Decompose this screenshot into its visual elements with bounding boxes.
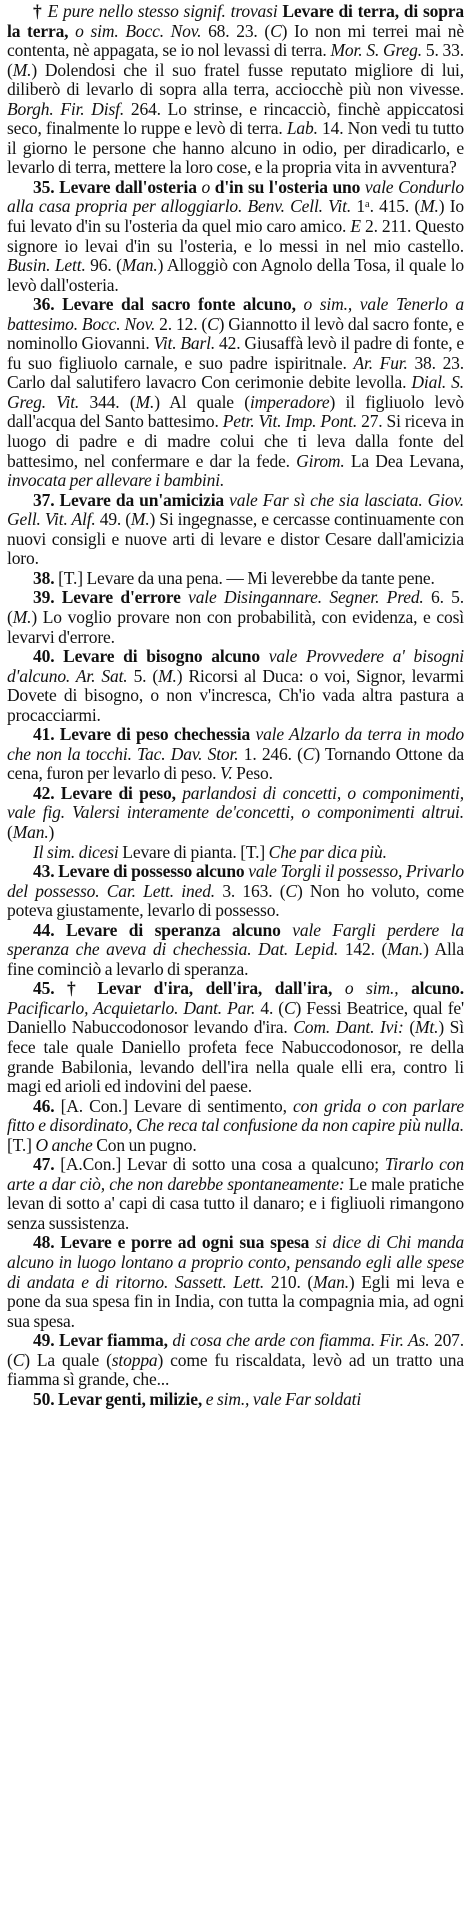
italic-text: o: [201, 176, 211, 197]
italic-text: C: [12, 1349, 25, 1370]
italic-text: vale Far sì che sia lasciata. Giov. Gell. Vit. Alf.: [7, 489, 464, 530]
body-text: [A. Con.] Levare di sentimento,: [60, 1095, 294, 1116]
entry-headword: 50. Levar genti, milizie,: [33, 1388, 206, 1409]
entry-paragraph: [7, 1390, 464, 1410]
italic-text: vale Alzarlo da terra in modo che non la tocchi. Tac. Dav. Stor.: [7, 724, 464, 764]
body-text: 2. 12. (: [155, 313, 208, 334]
italic-text: C: [270, 20, 282, 41]
body-text: ) La quale (: [24, 1349, 112, 1370]
italic-text: Vit. Barl.: [153, 333, 216, 354]
italic-text: M.: [158, 665, 177, 686]
italic-text: di cosa che arde con fiamma. Fir. As.: [172, 1330, 430, 1351]
italic-text: Pacificarlo, Acquietarlo. Dant. Par.: [7, 997, 256, 1018]
entry-headword: 46.: [33, 1095, 61, 1116]
entry-headword: 36. Levare dal sacro fonte alcuno,: [33, 294, 304, 315]
italic-text: vale Condurlo alla casa propria per alloggiarlo. Benv. Cell. Vit.: [7, 176, 464, 217]
italic-text: M.: [130, 509, 150, 530]
body-text: 264. Lo strinse, e rincacciò, finchè appiccatosi seco, finalmente lo ruppe e levò di terra.: [7, 98, 464, 139]
entry-headword: †: [33, 1, 48, 21]
body-text: Levare di pianta. [T.]: [118, 841, 269, 862]
italic-text: Petr. Vit. Imp. Pont.: [222, 411, 358, 432]
body-text: ) Non ho voluto, come poteva giustamente, levarlo di possesso.: [7, 880, 465, 921]
italic-text: Girom.: [296, 450, 345, 471]
italic-text: vale Torgli il possesso, Privarlo del possesso. Car. Lett. ined.: [7, 861, 465, 901]
body-text: [A.Con.] Levar di sotto una cosa a qualcuno;: [60, 1154, 385, 1175]
entry-paragraph: [7, 1331, 464, 1390]
italic-text: vale Fargli perdere la speranza che aveva di chechessia. Dat. Lepid.: [7, 919, 464, 960]
italic-text: E pure nello stesso signif. trovasi: [47, 1, 283, 21]
italic-text: M.: [420, 196, 439, 217]
italic-text: invocata per allevare i bambini.: [7, 470, 225, 491]
body-text: [T.] Levare da una pena. — Mi leverebbe da tante pene.: [58, 567, 435, 588]
italic-text: Busin. Lett.: [7, 255, 86, 276]
entry-headword: 37. Levare da un'amicizia: [33, 489, 230, 510]
italic-text: Borgh. Fir. Disf.: [7, 98, 125, 119]
italic-text: Mor. S. Greg.: [330, 40, 422, 61]
body-text: La Dea Levana,: [344, 450, 465, 471]
italic-text: C: [302, 743, 315, 764]
entry-headword: 43. Levare di possesso alcuno: [33, 861, 249, 882]
entry-paragraph: [7, 1233, 464, 1331]
body-text: ) Si ingegnasse, e cercasse continuamente con nuovi consigli e nuove arti di levare e distor Cesare dall'amicizia loro.: [7, 509, 464, 569]
entry-headword: 49. Levar fiamma,: [33, 1330, 173, 1351]
body-text: ) Dolendosi che il suo fratel fusse reputato migliore di lui, diliberò di levarlo di sopra alla terra, acciocchè più non vivesse.: [7, 59, 464, 100]
body-text: 1ᵃ. 415. (: [351, 196, 421, 217]
body-text: 27. Si riceva in luogo di padre e di madre colui che ti leva dalla fonte del battesimo, nel confermare e dar la fede.: [7, 411, 464, 471]
entry-paragraph: [7, 295, 464, 490]
entry-headword: 41. Levare di peso chechessia: [33, 724, 256, 745]
italic-text: imperadore: [249, 391, 330, 412]
italic-text: Che par dica più.: [268, 841, 387, 862]
body-text: ) Io fui levato d'in su l'osteria da quel mio caro amico.: [7, 196, 464, 237]
italic-text: Ar. Fur.: [353, 352, 408, 373]
entry-headword: 35. Levare dall'osteria: [33, 176, 202, 197]
entry-paragraph: [7, 784, 464, 843]
body-text: (: [7, 821, 13, 842]
entry-headword: 48. Levare e porre ad ogni sua spesa: [33, 1232, 316, 1253]
italic-text: M.: [135, 391, 155, 412]
entry-paragraph: [7, 569, 464, 589]
italic-text: Mt.: [415, 1017, 439, 1038]
body-text: ) Fessi Beatrice, qual fe' Daniello Nabuccodonosor levando d'ira.: [7, 997, 464, 1038]
body-text: 210. (: [264, 1271, 314, 1292]
italic-text: Lab.: [286, 118, 318, 139]
body-text: 207. (: [7, 1330, 464, 1370]
entry-paragraph: [7, 491, 464, 569]
body-text: ) Lo voglio provare non con probabilità, con evidenza, e così levarvi d'errore.: [7, 606, 464, 647]
italic-text: V.: [220, 763, 233, 784]
body-text: ) Giannotto il levò dal sacro fonte, e nominollo Giovanni.: [7, 313, 464, 354]
body-text: 6. 5. (: [7, 587, 464, 627]
italic-text: Man.: [12, 821, 49, 842]
entry-paragraph: [7, 1097, 464, 1156]
entry-headword: 39. Levare d'errore: [33, 587, 189, 608]
entry-paragraph: [7, 1155, 464, 1233]
body-text: ) Egli mi leva e pone da sua spesa fin in India, con tutta la compagnia mia, ad ogni sua spesa.: [7, 1271, 464, 1331]
italic-text: C: [207, 313, 219, 334]
body-text: 5. 33. (: [7, 40, 464, 80]
italic-text: si dice di Chi manda alcuno in luogo lontano a proprio conto, pensando egli alle spese di andata e di ritorno. Sassett. Lett.: [7, 1232, 464, 1292]
body-text: 96. (: [85, 255, 122, 276]
entry-paragraph: [7, 862, 464, 921]
entry-paragraph: [7, 843, 464, 863]
entry-headword: 38.: [33, 567, 59, 588]
entry-paragraph: [7, 979, 464, 1096]
italic-text: stoppa: [111, 1349, 158, 1370]
entry-headword: 42. Levare di peso,: [33, 782, 183, 803]
body-text: ) Tornando Ottone da cena, furon per levarlo di peso.: [7, 743, 464, 784]
italic-text: con grida o con parlare fitto e disordinato, Che reca tal confusione da non capire più nulla.: [7, 1095, 464, 1136]
italic-text: Man.: [121, 255, 158, 276]
entry-paragraph: [7, 647, 464, 725]
entry-paragraph: [7, 725, 464, 784]
italic-text: vale Provvedere a' bisogni d'alcuno. Ar. Sat.: [7, 646, 464, 686]
body-text: ) il figliuolo levò dall'acqua del Santo battesimo.: [7, 391, 464, 432]
body-text: Con un pugno.: [92, 1134, 197, 1155]
body-text: 1. 246. (: [238, 743, 303, 764]
body-text: 2. 211. Questo signore io levai d'in su l'osteria, e lo messi in nel mio castello.: [7, 216, 464, 256]
italic-text: e sim., vale Far soldati: [205, 1388, 362, 1409]
entry-headword: 40. Levare di bisogno alcuno: [33, 646, 269, 667]
italic-text: M.: [12, 606, 32, 627]
body-text: Le male pratiche levan di sotto a' capi di casa tutto il danaro; e i figliuoli rimangono senza sussistenza.: [7, 1173, 464, 1233]
body-text: 38. 23. Carlo dal salutifero lavacro Con cerimonie debite levolla.: [7, 352, 464, 393]
body-text: ) Al quale (: [154, 391, 250, 412]
body-text: ): [48, 821, 55, 842]
body-text: (: [403, 1017, 415, 1038]
body-text: ) Alloggiò con Agnolo della Tosa, il quale lo levò dall'osteria.: [7, 255, 465, 295]
body-text: ) come fu riscaldata, levò ad un tratto una fiamma sì grande, che...: [7, 1349, 464, 1390]
body-text: 49. (: [95, 509, 131, 530]
italic-text: M.: [12, 59, 32, 80]
entry-headword: 45. † Levar d'ira, dell'ira, dall'ira,: [33, 978, 345, 999]
body-text: 14. Non vedi tu tutto il giorno le persone che hanno alcuno in odio, per diradicarlo, e levarlo di terra, mettere la loro cose, e la propria vita in avventura?: [7, 118, 464, 178]
body-text: 344. (: [79, 391, 136, 412]
italic-text: O anche: [35, 1134, 93, 1155]
entry-paragraph: [7, 2, 464, 178]
italic-text: E: [350, 216, 361, 237]
italic-text: C: [285, 880, 297, 901]
italic-text: parlandosi di concetti, o componimenti, vale fig. Valersi interamente de'concetti, o componimenti altrui.: [7, 782, 464, 823]
body-text: 142. (: [338, 939, 388, 960]
italic-text: o sim.,: [344, 978, 399, 999]
entry-headword: 47.: [33, 1154, 61, 1175]
body-text: ) Sì fece tale quale Daniello profeta fece Nabuccodonosor, re della grande Babilonia, levando dell'ira nella quale elli era, contro li magi ed arioli ed indovini del paese.: [7, 1017, 464, 1097]
body-text: 68. 23. (: [201, 20, 271, 41]
italic-text: Com. Dant. Ivi:: [293, 1017, 404, 1038]
body-text: ) Io non mi terrei mai nè contenta, nè appagata, se io nol levassi di terra.: [7, 20, 464, 61]
italic-text: Il sim. dicesi: [33, 841, 119, 862]
italic-text: Tirarlo con arte a dar ciò, che non darebbe spontaneamente:: [7, 1154, 464, 1194]
body-text: ) Alla fine cominciò a levarlo di speranza.: [7, 939, 464, 979]
body-text: [T.]: [7, 1134, 36, 1155]
body-text: 4. (: [255, 997, 284, 1018]
italic-text: o sim., vale Tenerlo a battesimo. Bocc. Nov.: [7, 294, 464, 334]
italic-text: Man.: [387, 939, 424, 960]
entry-paragraph: [7, 921, 464, 980]
body-text: ) Ricorsi al Duca: o voi, Signor, levarmi Dovete di bisogno, o non v'incresca, Ch'io vada altra pastura a procacciarmi.: [7, 665, 464, 725]
italic-text: vale Disingannare. Segner. Pred.: [188, 587, 424, 608]
italic-text: o sim. Bocc. Nov.: [75, 20, 202, 41]
body-text: 3. 163. (: [215, 880, 286, 901]
entry-headword: 44. Levare di speranza alcuno: [33, 919, 293, 940]
italic-text: Dial. S. Greg. Vit.: [7, 372, 464, 412]
body-text: 42. Giusaffà levò il padre di fonte, e fu suo figliuolo carnale, e suo padre ispiritnale.: [7, 333, 464, 373]
entry-paragraph: [7, 178, 464, 295]
entry-paragraph: [7, 588, 464, 647]
italic-text: C: [283, 997, 296, 1018]
entry-headword: alcuno.: [398, 978, 464, 999]
body-text: 5. (: [127, 665, 159, 686]
entry-headword: d'in su l'osteria uno: [210, 176, 365, 197]
entry-headword: Levare di terra, di sopra la terra,: [7, 1, 465, 41]
body-text: Peso.: [232, 763, 273, 784]
italic-text: Man.: [313, 1271, 349, 1292]
